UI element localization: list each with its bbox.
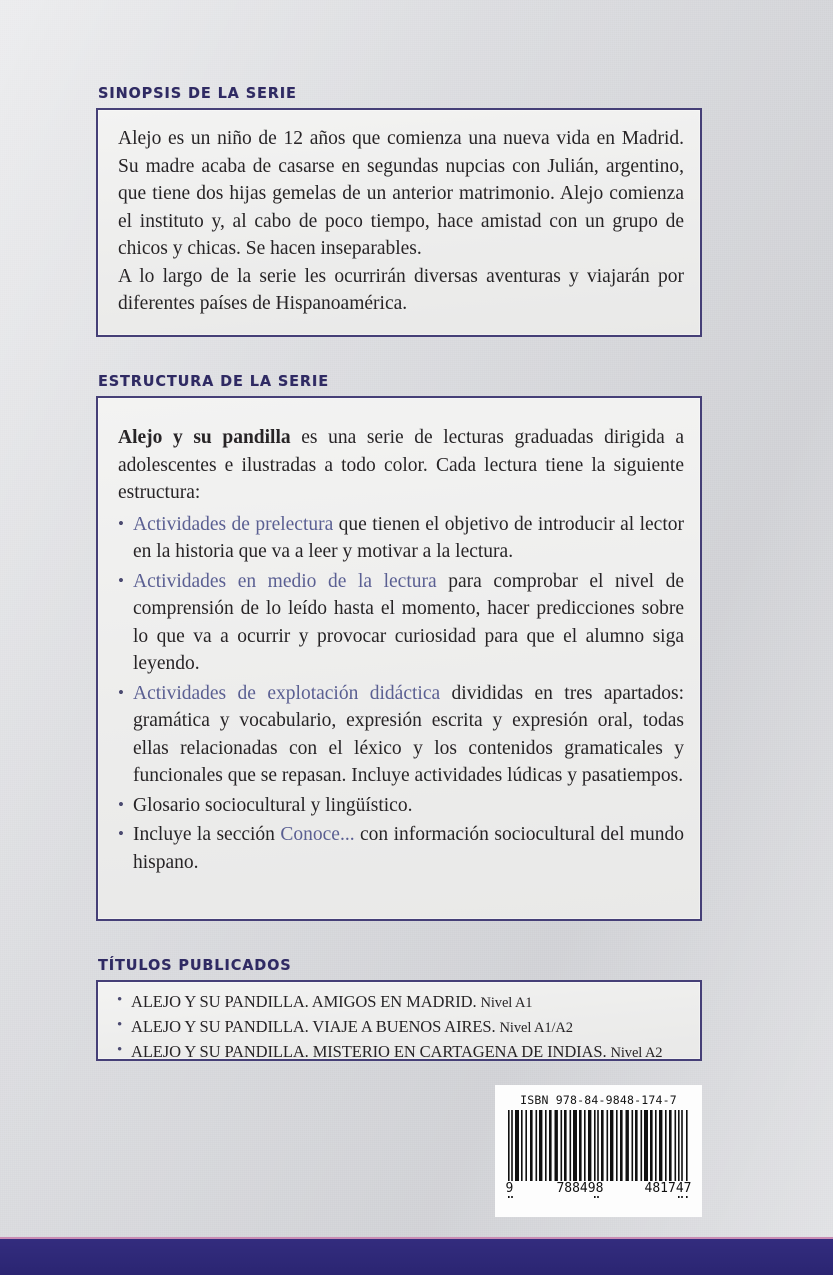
synopsis-box — [96, 108, 702, 337]
title-level: Nivel A1/A2 — [499, 1020, 573, 1036]
list-item — [116, 1040, 686, 1065]
estructura-intro-rest: es una serie de lecturas graduadas dirigida a adolescentes e ilustradas a todo color. Cada lectura tiene la siguiente estructura: — [118, 427, 684, 503]
ean-group-left: 788498 — [556, 1181, 604, 1196]
synopsis-paragraph-2: A lo largo de la serie les ocurrirán diversas aventuras y viajarán por diferentes países de Hispanoamérica. — [118, 265, 684, 314]
estructura-heading: ESTRUCTURA DE LA SERIE — [98, 372, 329, 390]
list-item — [118, 680, 684, 790]
estructura-bullet-list — [118, 511, 684, 877]
title-level: Nivel A2 — [610, 1045, 663, 1061]
estructura-section — [96, 372, 702, 921]
synopsis-heading: SINOPSIS DE LA SERIE — [98, 84, 297, 102]
bottom-bar — [0, 1239, 833, 1275]
list-item — [118, 821, 684, 876]
estructura-intro — [118, 424, 684, 507]
title-text: ALEJO Y SU PANDILLA. MISTERIO EN CARTAGENA DE INDIAS. — [131, 1042, 607, 1061]
titulos-heading: TÍTULOS PUBLICADOS — [98, 956, 292, 974]
bullet-text-pre: Incluye la sección — [133, 824, 281, 845]
bullet-text: que tienen el objetivo de introducir al lector en la historia que va a leer y motivar a la lectura. — [133, 513, 684, 562]
ean-group-right: 481747 — [644, 1181, 692, 1196]
bullet-text: divididas en tres apartados: gramática y vocabulario, expresión escrita y expresión oral, todas ellas relacionadas con el léxico y los contenidos gramaticales y funcionales que se repasan. Incluye actividades lúdicas y pasatiempos. — [133, 682, 684, 786]
bullet-accent: Actividades en medio de la lectura — [133, 570, 437, 592]
list-item — [116, 1015, 686, 1040]
estructura-box — [96, 396, 702, 921]
title-level: Nivel A1 — [480, 995, 533, 1011]
ean-digits — [504, 1181, 694, 1196]
barcode-block — [495, 1085, 702, 1217]
bullet-accent: Conoce... — [280, 824, 355, 845]
list-item — [116, 990, 686, 1015]
title-text: ALEJO Y SU PANDILLA. AMIGOS EN MADRID. — [131, 992, 477, 1011]
ean-lead-digit: 9 — [505, 1181, 514, 1196]
titulos-publicados-section — [96, 956, 702, 1061]
list-item — [118, 568, 684, 678]
synopsis-paragraph-1: Alejo es un niño de 12 años que comienza una nueva vida en Madrid. Su madre acaba de casarse en segundas nupcias con Julián, argentino, que tiene dos hijas gemelas de un anterior matrimonio. Alejo comienza el instituto y, al cabo de poco tiempo, hace amistad con un grupo de chicos y chicas. Se hacen inseparables. — [118, 128, 684, 259]
bullet-text: con información sociocultural del mundo hispano. — [133, 824, 684, 873]
titulos-list — [116, 990, 686, 1065]
list-item — [118, 792, 684, 820]
series-title-bold: Alejo y su pandilla — [118, 427, 291, 448]
title-text: ALEJO Y SU PANDILLA. VIAJE A BUENOS AIRES. — [131, 1017, 496, 1036]
isbn-text: ISBN 978-84-9848-174-7 — [520, 1093, 677, 1107]
titulos-box — [96, 980, 702, 1061]
bullet-text: para comprobar el nivel de comprensión de lo leído hasta el momento, hacer predicciones sobre lo que va a ocurrir y provocar curiosidad para que el alumno siga leyendo. — [133, 570, 684, 674]
list-item — [118, 511, 684, 566]
bullet-text: Glosario sociocultural y lingüístico. — [133, 794, 413, 816]
bullet-accent: Actividades de prelectura — [133, 513, 334, 535]
bullet-accent: Actividades de explotación didáctica — [133, 682, 441, 704]
synopsis-section — [96, 84, 702, 337]
